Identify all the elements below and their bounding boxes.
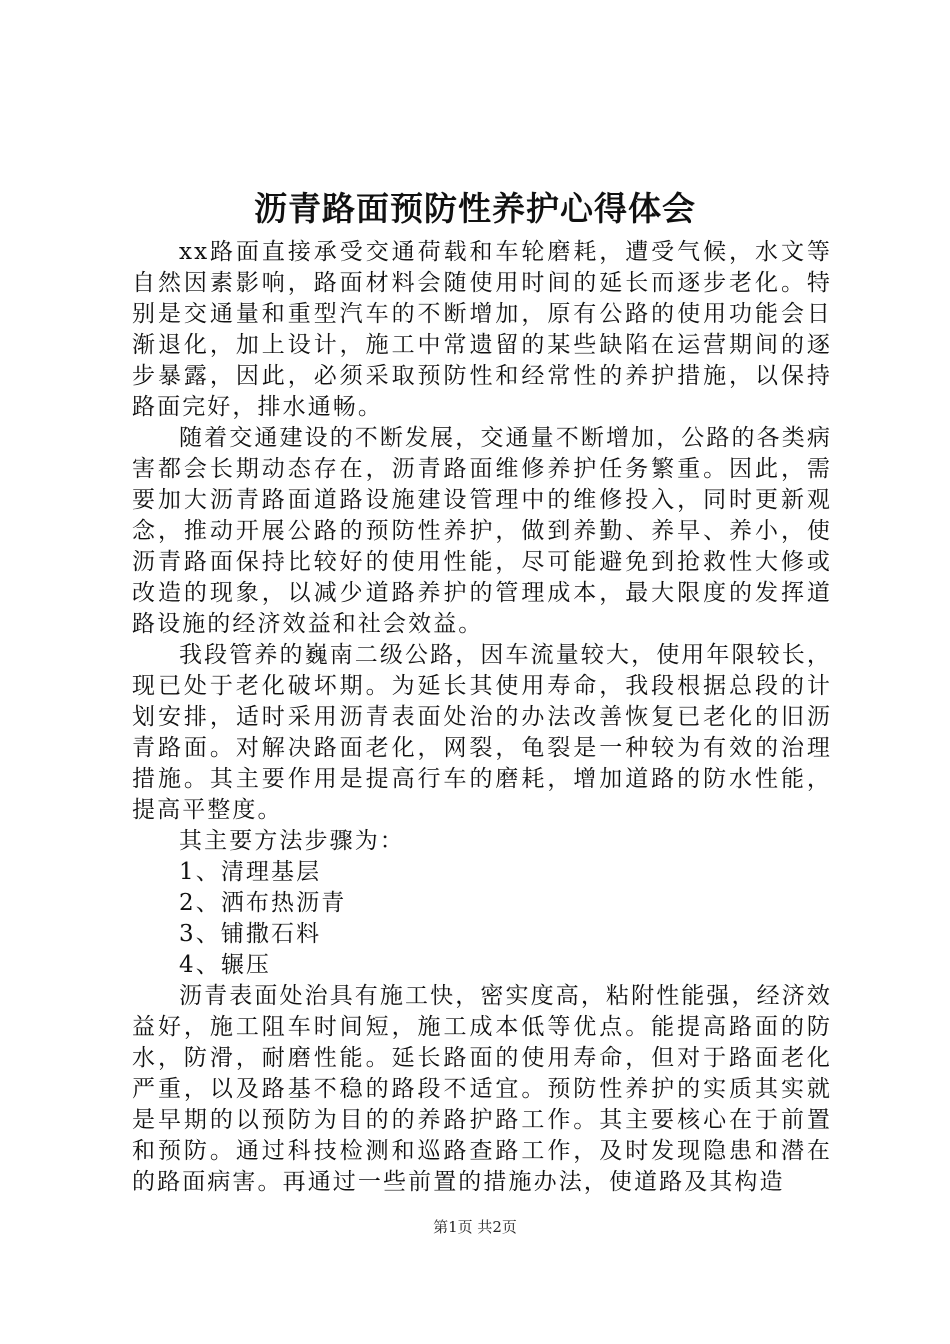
list-item-step-1: 1、清理基层: [179, 859, 322, 885]
paragraph-advantages: 沥青表面处治具有施工快，密实度高，粘附性能强，经济效益好，施工阻车时间短，施工成本低等优点。能提高路面的防水，防滑，耐磨性能。延长路面的使用寿命，但对于路面老化严重，以及路基不稳的路段不适宜。预防性养护的实质其实就是早期的以预防为目的的养路护路工作。其主要核心在于前置和预防。通过科技检测和巡路查路工作，及时发现隐患和潜在的路面病害。再通过一些前置的措施办法，使道路及其构造: [132, 983, 832, 1195]
paragraph-method-heading: 其主要方法步骤为：: [179, 828, 405, 854]
document-body: [132, 237, 832, 1198]
list-item-step-2: 2、洒布热沥青: [179, 890, 347, 916]
paragraph-intro: xx路面直接承受交通荷载和车轮磨耗，遭受气候，水文等自然因素影响，路面材料会随使用时间的延长而逐步老化。特别是交通量和重型汽车的不断增加，原有公路的使用功能会日渐退化，加上设计，施工中常遗留的某些缺陷在运营期间的逐步暴露，因此，必须采取预防性和经常性的养护措施，以保持路面完好，排水通畅。: [132, 239, 832, 420]
page-footer: 第1页 共2页: [433, 1218, 517, 1236]
list-item-step-4: 4、辗压: [179, 952, 272, 978]
list-item-step-3: 3、铺撒石料: [179, 921, 322, 947]
document-title: 沥青路面预防性养护心得体会: [254, 189, 696, 228]
paragraph-section-road: 我段管养的巍南二级公路，因车流量较大，使用年限较长，现已处于老化破坏期。为延长其使用寿命，我段根据总段的计划安排，适时采用沥青表面处治的办法改善恢复已老化的旧沥青路面。对解决路面老化，网裂，龟裂是一种较为有效的治理措施。其主要作用是提高行车的磨耗，增加道路的防水性能，提高平整度。: [132, 642, 832, 823]
paragraph-development: 随着交通建设的不断发展，交通量不断增加，公路的各类病害都会长期动态存在，沥青路面维修养护任务繁重。因此，需要加大沥青路面道路设施建设管理中的维修投入，同时更新观念，推动开展公路的预防性养护，做到养勤、养早、养小，使沥青路面保持比较好的使用性能，尽可能避免到抢救性大修或改造的现象，以减少道路养护的管理成本，最大限度的发挥道路设施的经济效益和社会效益。: [132, 425, 832, 637]
